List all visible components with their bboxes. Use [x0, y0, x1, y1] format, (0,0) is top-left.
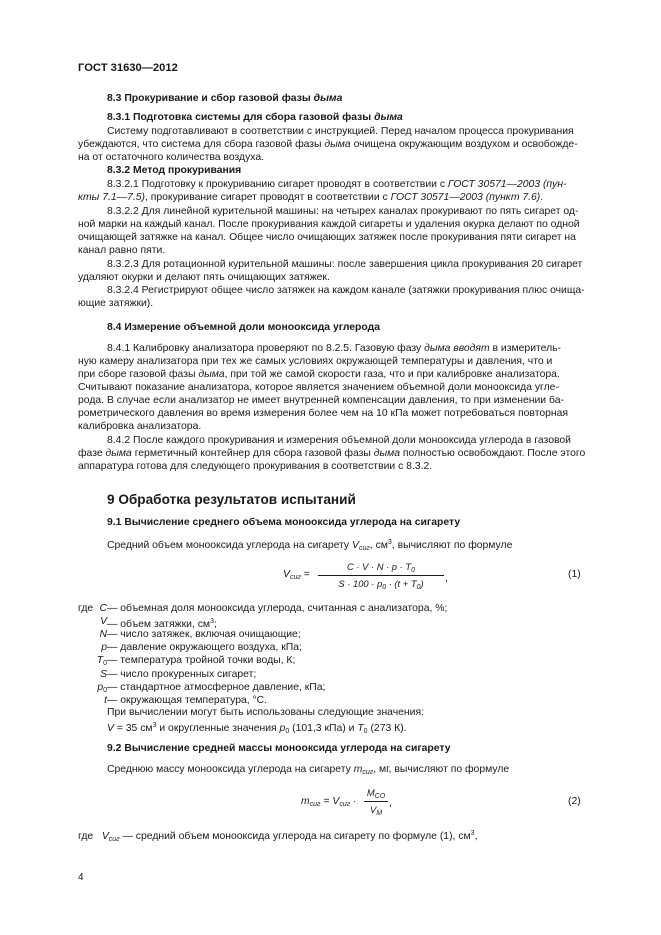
section-8-3-2-title: 8.3.2 Метод прокуривания [107, 165, 242, 176]
paragraph-line: рода. В случае если анализатор не имеет внутренней компенсации давления, то при изменении ба- [78, 395, 564, 406]
paragraph-line: 8.3.2.2 Для линейной курительной машины: на четырех каналах прокуривают по пять сигарет од- [107, 206, 579, 217]
paragraph-line: Средний объем монооксида углерода на сигарету $V_{сиг}$, $см^3$, вычисляют по формуле [107, 539, 513, 552]
paragraph-line: 8.4.1 Калибровку анализатора проверяют по 8.2.5. Газовую фазу дыма вводят в измеритель- [107, 343, 562, 354]
paragraph-line: кты 7.1—7.5), прокуривание сигарет проводят в соответствии с ГОСТ 30571—2003 (пункт 7.6). [78, 192, 544, 203]
paragraph-line: Считывают показание анализатора, которое является значением объемной доли монооксида угле- [78, 382, 559, 393]
paragraph-line: ной марки на каждый канал. После прокуривания каждой сигареты и удаления окурка делают по одной [78, 219, 580, 230]
paragraph-line: очищающей затяжке на канал. Общее число очищающих затяжек после прокуривания пяти сигарет на [78, 232, 576, 243]
paragraph-line: V = 35 $см^3$ и округленные значения $p_0$ (101,3 кПа) и $T_0$ (273 К). [107, 722, 407, 735]
paragraph-line: рометрического давления во время измерения более чем на 10 кПа может потребоваться повторная [78, 408, 569, 419]
paragraph-line: где $V_{сиг}$ — средний объем монооксида углерода на сигарету по формуле (1), $см^3$, [78, 830, 478, 843]
section-9-1-title: 9.1 Вычисление среднего объема монооксида углерода на сигарету [107, 517, 461, 528]
paragraph-line: фазе дыма герметичный контейнер для сбора газовой фазы дыма полностью освобождают. После этого [78, 448, 586, 459]
paragraph-line: Систему подготавливают в соответствии с инструкцией. Перед началом процесса прокуривания [107, 126, 574, 137]
section-9-2-title: 9.2 Вычисление средней массы монооксида углерода на сигарету [107, 743, 451, 754]
paragraph-line: 8.3.2.1 Подготовку к прокуриванию сигарет проводят в соответствии с ГОСТ 30571—2003 (пун- [107, 179, 567, 190]
formula-number: (2) [568, 796, 581, 807]
section-8-3-title: 8.3 Прокуривание и сбор газовой фазы дыма [107, 93, 343, 104]
paragraph-line: удаляют окурки и делают пять очищающих затяжек. [78, 272, 330, 283]
paragraph-line: аппаратура готова для следующего прокуривания в соответствии с 8.3.2. [78, 461, 433, 472]
paragraph-line: канал равно пяти. [78, 245, 166, 256]
paragraph-line: 8.3.2.3 Для ротационной курительной машины: после завершения цикла прокуривания 20 сигарет [107, 259, 583, 270]
paragraph-line: Среднюю массу монооксида углерода на сигарету $m_{сиг}$, мг, вычисляют по формуле [107, 764, 510, 776]
paragraph-line: 8.4.2 После каждого прокуривания и измерения объемной доли монооксида углерода в газовой [107, 435, 571, 446]
paragraph-line: ную камеру анализатора при тех же самых условиях окружающей температуры и давления, что и [78, 356, 553, 367]
paragraph-line: на от остаточного количества воздуха. [78, 152, 265, 163]
paragraph-line: при сборе газовой фазы дыма, при той же самой скорости газа, что и при калибровке анализатора. [78, 369, 560, 380]
running-header: ГОСТ 31630—2012 [78, 62, 178, 74]
paragraph-line: При вычислении могут быть использованы следующие значения: [107, 707, 424, 718]
section-8-3-1-title: 8.3.1 Подготовка системы для сбора газовой фазы дыма [107, 112, 403, 123]
where-label: где [78, 603, 94, 614]
page-number: 4 [78, 872, 84, 883]
paragraph-line: ющие затяжки). [78, 298, 154, 309]
paragraph-line: убеждаются, что система для сбора газовой фазы дыма очищена окружающим воздухом и освобожде- [78, 139, 578, 150]
section-9-title: 9 Обработка результатов испытаний [107, 492, 356, 507]
paragraph-line: 8.3.2.4 Регистрируют общее число затяжек на каждом канале (затяжки прокуривания плюс очища- [107, 285, 585, 296]
paragraph-line: калибровка анализатора. [78, 421, 202, 432]
section-8-4-title: 8.4 Измерение объемной доли монооксида углерода [107, 322, 380, 333]
formula-number: (1) [568, 569, 581, 580]
